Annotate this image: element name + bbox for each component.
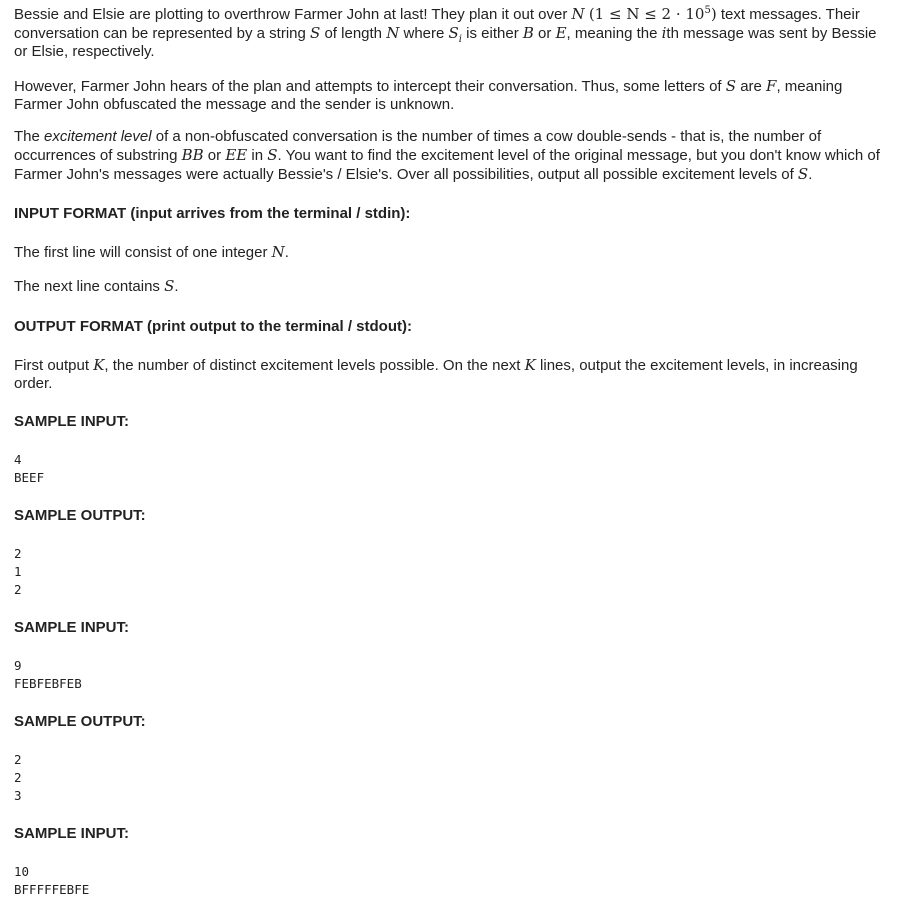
emphasis-term: excitement level: [44, 128, 152, 145]
math-exponent: 5: [704, 5, 711, 16]
intro-text: of a non-obfuscated conversation is the number of times a cow double-sends - that is, the number of occurrences of substring: [14, 128, 822, 164]
math-n: N: [386, 24, 400, 42]
math-n: N: [271, 243, 285, 261]
math-subscript: i: [458, 34, 462, 45]
input-format-text: The first line will consist of one integer: [14, 244, 272, 261]
intro-text: in: [247, 147, 268, 164]
math-s: S: [797, 165, 809, 183]
math-s: S: [310, 24, 321, 42]
math-s: S: [164, 277, 175, 295]
intro-text: of length: [320, 25, 387, 42]
intro-paragraph-1: [14, 5, 891, 61]
intro-text: th message was sent by Bessie or Elsie, respectively.: [14, 25, 877, 60]
sample-input-2: 9 FEBFEBFEB: [14, 658, 82, 691]
intro-text: or: [533, 25, 556, 42]
input-format-line-1: [14, 243, 891, 262]
sample-output-heading-2: SAMPLE OUTPUT:: [14, 713, 146, 730]
math-constraint: [589, 5, 717, 23]
sample-output-1: 2 1 2: [14, 546, 22, 597]
output-format-text: First output: [14, 357, 94, 374]
math-bb: BB: [181, 146, 204, 164]
math-s: S: [725, 77, 737, 95]
math-si: [448, 24, 462, 45]
math-constraint-text: (1 ≤ N ≤ 2 · 10: [588, 5, 705, 23]
sample-input-heading-2: SAMPLE INPUT:: [14, 619, 130, 636]
math-k: K: [524, 356, 536, 374]
intro-text: is either: [462, 25, 523, 42]
sample-output-heading-1: SAMPLE OUTPUT:: [14, 507, 146, 524]
input-format-text: .: [284, 244, 289, 261]
output-format-text: lines, output the excitement levels, in increasing order.: [14, 357, 858, 392]
math-s: S: [448, 24, 459, 42]
input-format-text: The next line contains: [14, 278, 165, 295]
sample-input-3: 10 BFFFFFEBFE: [14, 864, 90, 897]
intro-paragraph-2: [14, 77, 891, 114]
intro-text: However, Farmer John hears of the plan and attempts to intercept their conversation. Thus, some letters of: [14, 78, 726, 95]
math-close-paren: ): [710, 5, 717, 23]
intro-text: The: [14, 128, 45, 145]
intro-text: are: [736, 78, 767, 95]
intro-text: , meaning Farmer John obfuscated the message and the sender is unknown.: [14, 78, 843, 113]
math-ee: EE: [225, 146, 248, 164]
math-f: F: [766, 77, 777, 95]
output-format-heading: OUTPUT FORMAT (print output to the terminal / stdout):: [14, 318, 412, 335]
input-format-text: .: [174, 278, 179, 295]
math-k: K: [93, 356, 105, 374]
math-e: E: [555, 24, 567, 42]
intro-text: Bessie and Elsie are plotting to overthrow Farmer John at last! They plan it out over: [14, 6, 572, 23]
intro-text: or: [203, 147, 226, 164]
sample-input-heading-3: SAMPLE INPUT:: [14, 825, 130, 842]
intro-text: , meaning the: [566, 25, 662, 42]
sample-output-2: 2 2 3: [14, 752, 22, 803]
input-format-heading: INPUT FORMAT (input arrives from the terminal / stdin):: [14, 205, 411, 222]
math-i: i: [661, 24, 667, 42]
intro-text: .: [808, 166, 813, 183]
sample-input-1: 4 BEEF: [14, 452, 45, 485]
output-format-text: , the number of distinct excitement levels possible. On the next: [104, 357, 525, 374]
intro-paragraph-3: [14, 128, 891, 184]
math-n: N: [571, 5, 585, 23]
intro-text: text messages. Their conversation can be represented by a string: [14, 6, 860, 42]
input-format-line-2: [14, 277, 891, 296]
sample-input-heading-1: SAMPLE INPUT:: [14, 413, 130, 430]
output-format-line: [14, 356, 891, 393]
math-s: S: [267, 146, 278, 164]
intro-text: . You want to find the excitement level of the original message, but you don't know which of Farmer John's messages were actually Bessie's / Elsie's. Over all possibilities, output all possible excitement levels of: [14, 147, 880, 183]
intro-text: where: [399, 25, 449, 42]
math-b: B: [522, 24, 534, 42]
